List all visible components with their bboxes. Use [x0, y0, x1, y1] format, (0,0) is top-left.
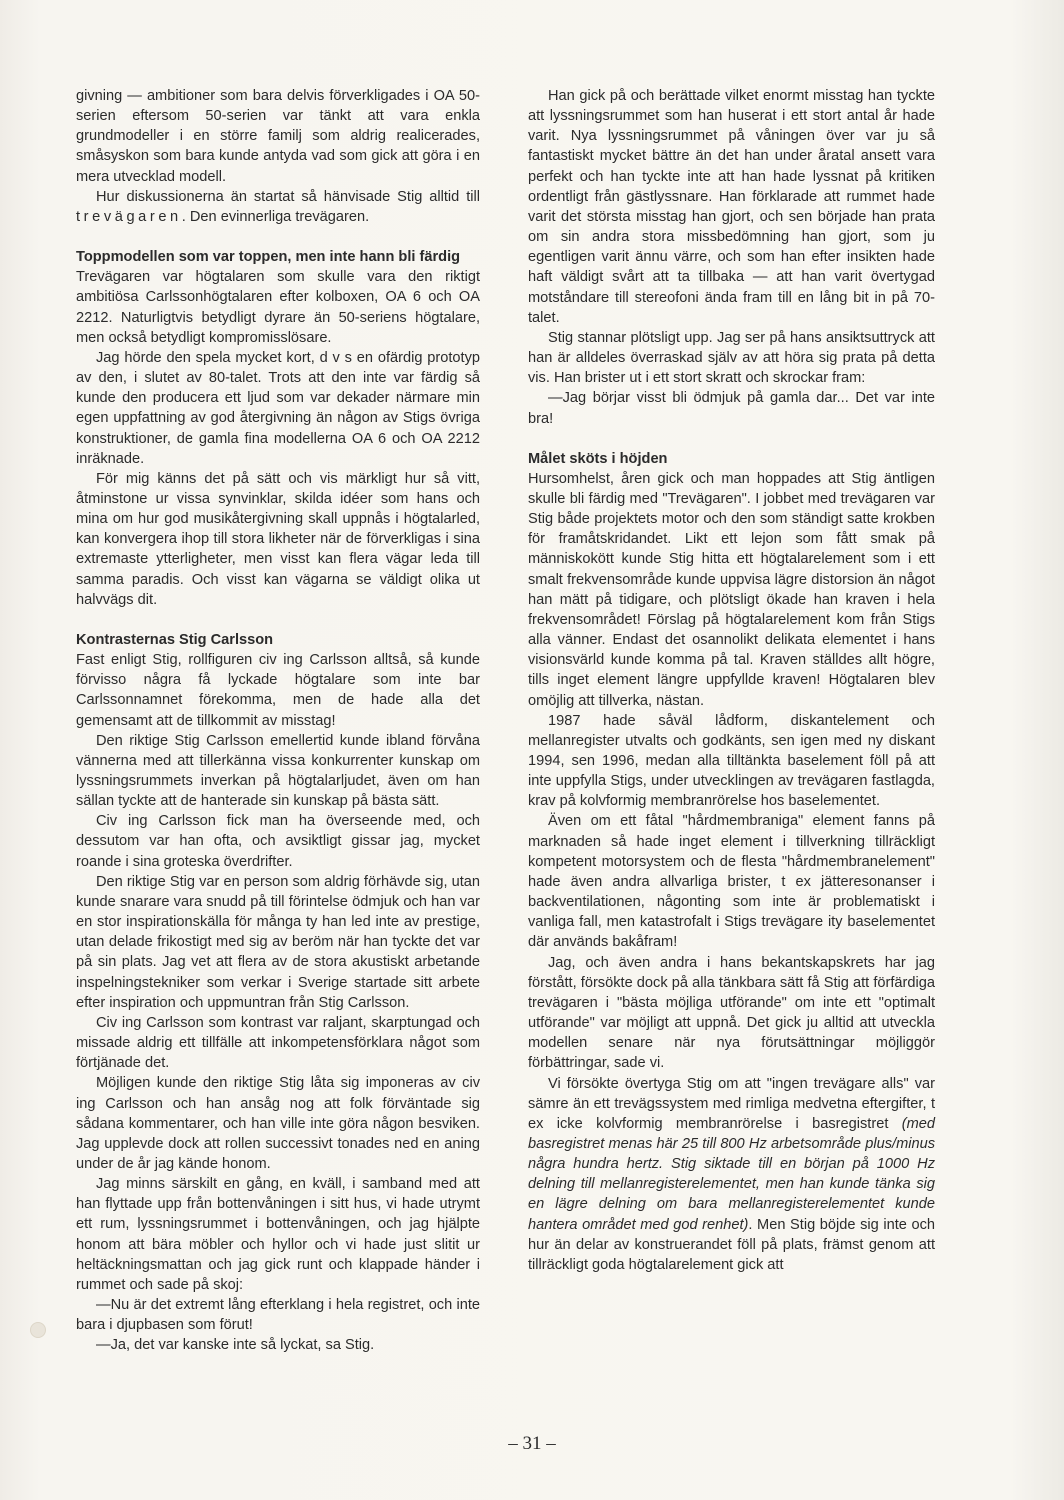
paragraph: Stig stannar plötsligt upp. Jag ser på hans ansiktsuttryck att han är alldeles överraskad själv av att höra sig prata på detta vis. Han brister ut i ett stort skratt och skrockar fram:	[528, 329, 935, 387]
paragraph: —Jag börjar visst bli ödmjuk på gamla dar... Det var inte bra!	[528, 390, 935, 427]
paragraph: Trevägaren var högtalaren som skulle vara den riktigt ambitiösa Carlssonhögtalaren efter kolboxen, OA 6 och OA 2212. Naturligtvis betydligt dyrare än 50-seriens högtalare, men också betydligt kompromisslösare.	[76, 269, 480, 346]
paragraph: Hur diskussionerna än startat så hänvisade Stig alltid till trevägaren. Den evinnerliga trevägaren.	[76, 188, 480, 225]
page-number: – 31 –	[508, 1433, 556, 1454]
paragraph: Möjligen kunde den riktige Stig låta sig imponeras av civ ing Carlsson och han ansåg nog att folk förväntade sig sådana kommentarer, och han ville inte göra någon besviken. Jag upplevde dock att rollen successivt tonades ned en aning under de år jag kände honom.	[76, 1075, 480, 1172]
paragraph: Vi försökte övertyga Stig om att "ingen trevägare alls" var sämre än ett trevägssystem med rimliga medvetna eftergifter, t ex icke kolvformig membranrörelse i basregistret (med basregistret menas här 25 till 800 Hz arbetsområde plus/minus några hundra hertz. Stig siktade till en början på 1000 Hz delning till mellanregisterelementet, men han kunde tänka sig en lägre delning om bara mellanregisterelementet kunde hantera området med god renhet). Men Stig böjde sig inte och hur än delar av konstruerandet föll på plats, främst genom att tillräckligt goda högtalarelement gick att	[528, 1075, 936, 1273]
paragraph: Jag, och även andra i hans bekantskapskrets har jag förstått, försökte dock på alla tänkbara sätt få Stig att förfärdiga trevägaren i "bästa möjliga utförande" om inte ett "optimalt utförande" var möjligt att uppnå. Det gick ju alltid att utveckla modellen senare när nya förutsättningar möjliggör förbättringar, sade vi.	[528, 954, 935, 1072]
paragraph: 1987 hade såväl lådform, diskantelement och mellanregister utvalts och godkänts, sen igen med ny diskant 1994, sen 1996, medan alla tilltänkta baselement föll på att inte uppfylla Stigs, under utvecklingen av trevägaren fastlagda, krav på kolvformig membranrörelse hos baselementet.	[528, 712, 935, 810]
paragraph: Fast enligt Stig, rollfiguren civ ing Carlsson alltså, så kunde förvisso några få lyckade högtalare som inte bar Carlssonnamnet förekomma, men de hade alla det gemensamt att de tillkommit av misstag!	[76, 652, 480, 729]
paragraph: —Ja, det var kanske inte så lyckat, sa Stig.	[96, 1337, 375, 1354]
paragraph: Den riktige Stig Carlsson emellertid kunde ibland förvåna vännerna med att tillerkänna vissa konkurrenter kunskap om lyssningsrummets inverkan på högtalarljudet, även om han sällan tyckte att de hanterade sin kunskap på bästa sätt.	[76, 732, 480, 810]
italic-aside: (med basregistret menas här 25 till 800 Hz arbetsområde plus/minus några hundra hertz. Stig siktade till en början på 1000 Hz delning till mellanregisterelementet, men han kunde tänka sig en lägre delning om bara mellanregisterelementet kunde hantera området med god renhet)	[528, 1115, 935, 1233]
paragraph: Jag minns särskilt en gång, en kväll, i samband med att han flyttade upp från bottenvåningen i sitt hus, vi hade utrymt ett rum, lyssningsrummet i bottenvåningen, och jag hjälpte honom att bära möbler och hyllor och vi hade just slitit ur heltäckningsmattan och jag gick runt och klappade händer i rummet och sade på skoj:	[76, 1176, 480, 1293]
left-column	[76, 86, 480, 1356]
binder-hole	[30, 1322, 46, 1338]
paragraph: Hursomhelst, åren gick och man hoppades att Stig äntligen skulle bli färdig med "Trevägaren". I jobbet med trevägaren var Stig både projektets motor och den som ständigt satte krokben för framåtskridandet. Likt ett lejon som fått smak på människokött kunde Stig hitta ett högtalarelement som i ett smalt frekvensområde kunde uppvisa lägre distorsion än något han mätt på tidigare, och plötsligt ökade han kraven i hela frekvensområdet! Förslag på högtalarelement kom från Stigs alla vänner. Endast det osannolikt delikata elementet i hans visionsvärld kunde komma på tal. Kraven ställdes allt högre, tills inget element längre uppfyllde kraven! Högtalaren blev omöjlig att tillverka, nästan.	[528, 470, 935, 709]
spaced-word: trevägaren	[76, 208, 182, 225]
section-heading: Målet sköts i höjden	[528, 450, 668, 467]
section-heading: Toppmodellen som var toppen, men inte hann bli färdig	[76, 249, 461, 266]
paragraph: Den riktige Stig var en person som aldrig förhävde sig, utan kunde snarare vara snudd på till förintelse ödmjuk och han var en stor inspirationskälla för många ty han led inte av prestige, utan delade frikostigt med sig av beröm när han tyckte det var på sin plats. Jag vet att flera av de stora akustiskt arbetande inspelningstekniker som verkar i Sverige startade sitt arbete efter inspiration och uppmuntran från Stig Carlsson.	[76, 873, 480, 1011]
paragraph: Han gick på och berättade vilket enormt misstag han tyckte att lyssningsrummet som han huserat i ett stort antal år hade varit. Nya lyssningsrummet på våningen över var ju så fantastiskt mycket bättre än det han under åratal ansett vara perfekt och han tyckte inte att han hade lyssnat på kritiken ordentligt från gästlyssnare. Han förklarade att rummet hade varit det största misstag han gjort, och sen började han prata om sin andra stora missbedömning han gjort, som ju egentligen varit ännu värre, och som han efter insikten hade haft väldigt svårt att ta tillbaka — att han varit övertygad motståndare till stereofoni ända fram till en lång bit in på 70-talet.	[528, 88, 935, 326]
paragraph: —Nu är det extremt lång efterklang i hela registret, och inte bara i djupbasen som förut!	[76, 1297, 480, 1334]
paragraph: För mig känns det på sätt och vis märkligt hur så vitt, åtminstone ur vissa synvinklar, skilda idéer som hans och mina om hur god musikåtergivning skall uppnås i högtalarled, kan konvergera ihop till stora likheter när de förverkligas i sina extremaste ytterligheter, men visst kan flera vägar leda till samma paradis. Och visst kan vägarna se väldigt olika ut halvvägs dit.	[76, 470, 480, 608]
section-heading: Kontrasternas Stig Carlsson	[76, 631, 274, 648]
paragraph: Även om ett fåtal "hårdmembraniga" element fanns på marknaden så hade inget element i tillverkning tillräckligt kompetent motorsystem och de flesta "hårdmembranelement" hade även andra allvarliga brister, t ex jätteresonanser i backventilationen, någonting som inte är problematiskt i vanliga fall, men katastrofalt i Stigs trevägare ity baselementet där används bakåfram!	[528, 813, 935, 951]
paragraph: Civ ing Carlsson fick man ha överseende med, och dessutom var han ofta, och avsiktligt gissar jag, mycket roande i sina groteska överdrifter.	[76, 813, 480, 870]
paragraph: Jag hörde den spela mycket kort, d v s en ofärdig prototyp av den, i slutet av 80-talet. Trots att den inte var färdig så kunde den producera ett ljud som var dekader närmare min egen uppfattning av god återgivning än någon av Stigs övriga konstruktioner, de gamla fina modellerna OA 6 och OA 2212 inräknade.	[76, 349, 480, 467]
paragraph: givning — ambitioner som bara delvis förverkligades i OA 50-serien eftersom 50-serien var tänkt att vara enkla grundmodeller i en större familj som aldrig realicerades, småsyskon som bara kunde antyda vad som gick att göra i en mera utvecklad modell.	[76, 88, 480, 185]
paragraph: Civ ing Carlsson som kontrast var raljant, skarptungad och missade aldrig ett tillfälle att inkompetensförklara något som förtjänade det.	[76, 1014, 480, 1072]
right-column	[528, 86, 935, 1275]
